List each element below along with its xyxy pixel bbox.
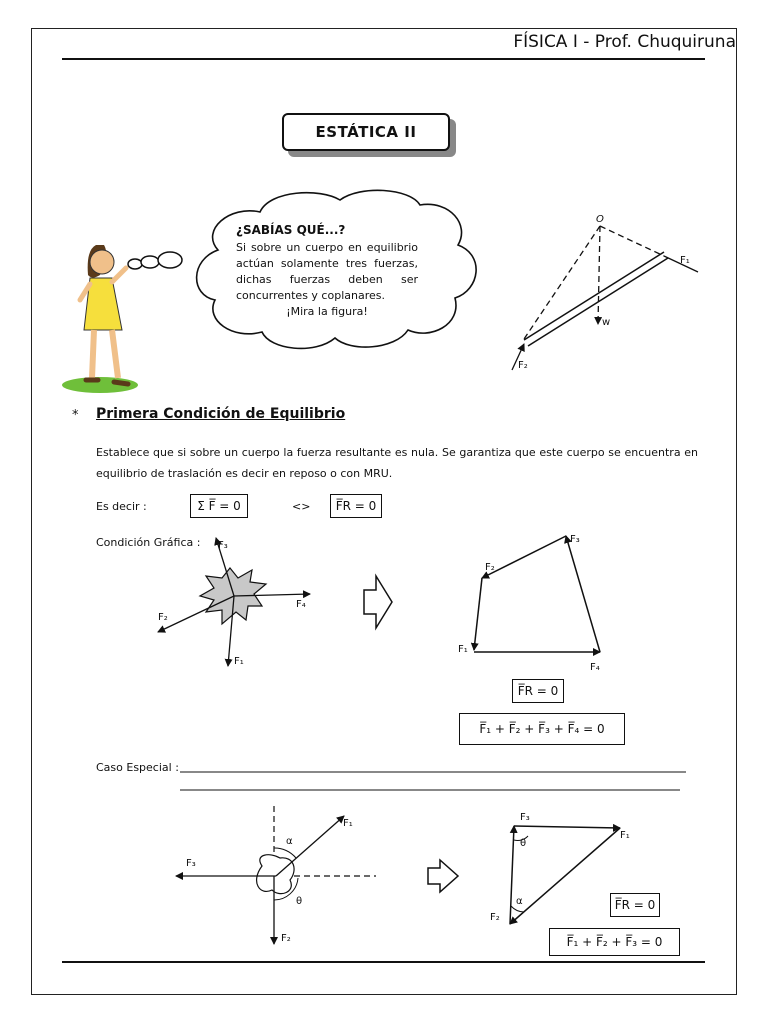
did-you-know-text — [236, 222, 418, 320]
thought-bubbles — [128, 252, 182, 269]
caso-especial-label: Caso Especial : — [96, 761, 179, 774]
sum-equation-box: Σ F̅ = 0 — [190, 494, 248, 518]
tri-theta-label: θ — [520, 838, 527, 849]
tri-f3-label: F₃ — [520, 812, 530, 823]
did-you-know-body: Si sobre un cuerpo en equilibrio actúan solamente tres fuerzas, dichas fuerzas deben ser concurrentes y coplanares. — [236, 241, 418, 302]
sc-theta-label: θ — [296, 896, 303, 907]
es-decir-label: Es decir : — [96, 500, 147, 513]
grafica-label: Condición Gráfica : — [96, 536, 201, 549]
sc-f2-label: F₂ — [281, 933, 291, 944]
footer-rule — [62, 961, 705, 963]
sc-f1-label: F₁ — [343, 818, 353, 829]
f2-label-top: F₂ — [518, 360, 528, 371]
section-title: Primera Condición de Equilibrio — [96, 406, 346, 422]
f3-label: F₃ — [218, 540, 228, 551]
equivalence-symbol: <> — [292, 500, 311, 513]
implies-arrow-icon — [364, 576, 392, 628]
forces-on-body-figure — [158, 538, 310, 666]
f2-label: F₂ — [158, 612, 168, 623]
f4-label: F₄ — [296, 599, 306, 610]
tri-f1-label: F₁ — [620, 830, 630, 841]
w-label-top: w — [602, 317, 611, 328]
did-you-know-heading: ¿SABÍAS QUÉ...? — [236, 223, 346, 237]
did-you-know-note: ¡Mira la figura! — [286, 305, 368, 318]
poly-f4-label: F₄ — [590, 662, 600, 673]
tri-f2-label: F₂ — [490, 912, 500, 923]
f1-label-top: F₁ — [680, 255, 690, 266]
page-header: FÍSICA I - Prof. Chuquiruna — [513, 32, 736, 52]
concurrent-forces-figure — [512, 226, 698, 370]
triangle-sum-box: F̅₁ + F̅₂ + F̅₃ = 0 — [549, 928, 680, 956]
force-triangle — [510, 826, 620, 924]
poly-f1-label: F₁ — [458, 644, 468, 655]
sc-f3-label: F₃ — [186, 858, 196, 869]
polygon-sum-box: F̅₁ + F̅₂ + F̅₃ + F̅₄ = 0 — [459, 713, 625, 745]
point-o-label: O — [596, 214, 604, 225]
implies-arrow-icon-2 — [428, 860, 458, 892]
section-paragraph: Establece que si sobre un cuerpo la fuerza resultante es nula. Se garantiza que este cuerpo se encuentra en equilibrio de traslación es decir en reposo o con MRU. — [96, 446, 698, 480]
tri-alpha-label: α — [516, 896, 523, 907]
poly-f2-label: F₂ — [485, 562, 495, 573]
girl-illustration — [62, 245, 138, 393]
resultant-equation-box: F̅R = 0 — [330, 494, 382, 518]
polygon-resultant-box: F̅R = 0 — [512, 679, 564, 703]
section-bullet: * — [72, 408, 79, 423]
force-polygon — [474, 536, 600, 652]
poly-f3-label: F₃ — [570, 534, 580, 545]
f1-label: F₁ — [234, 656, 244, 667]
page-title: ESTÁTICA II — [282, 113, 450, 151]
sc-alpha-label: α — [286, 836, 293, 847]
triangle-resultant-box: F̅R = 0 — [610, 893, 660, 917]
